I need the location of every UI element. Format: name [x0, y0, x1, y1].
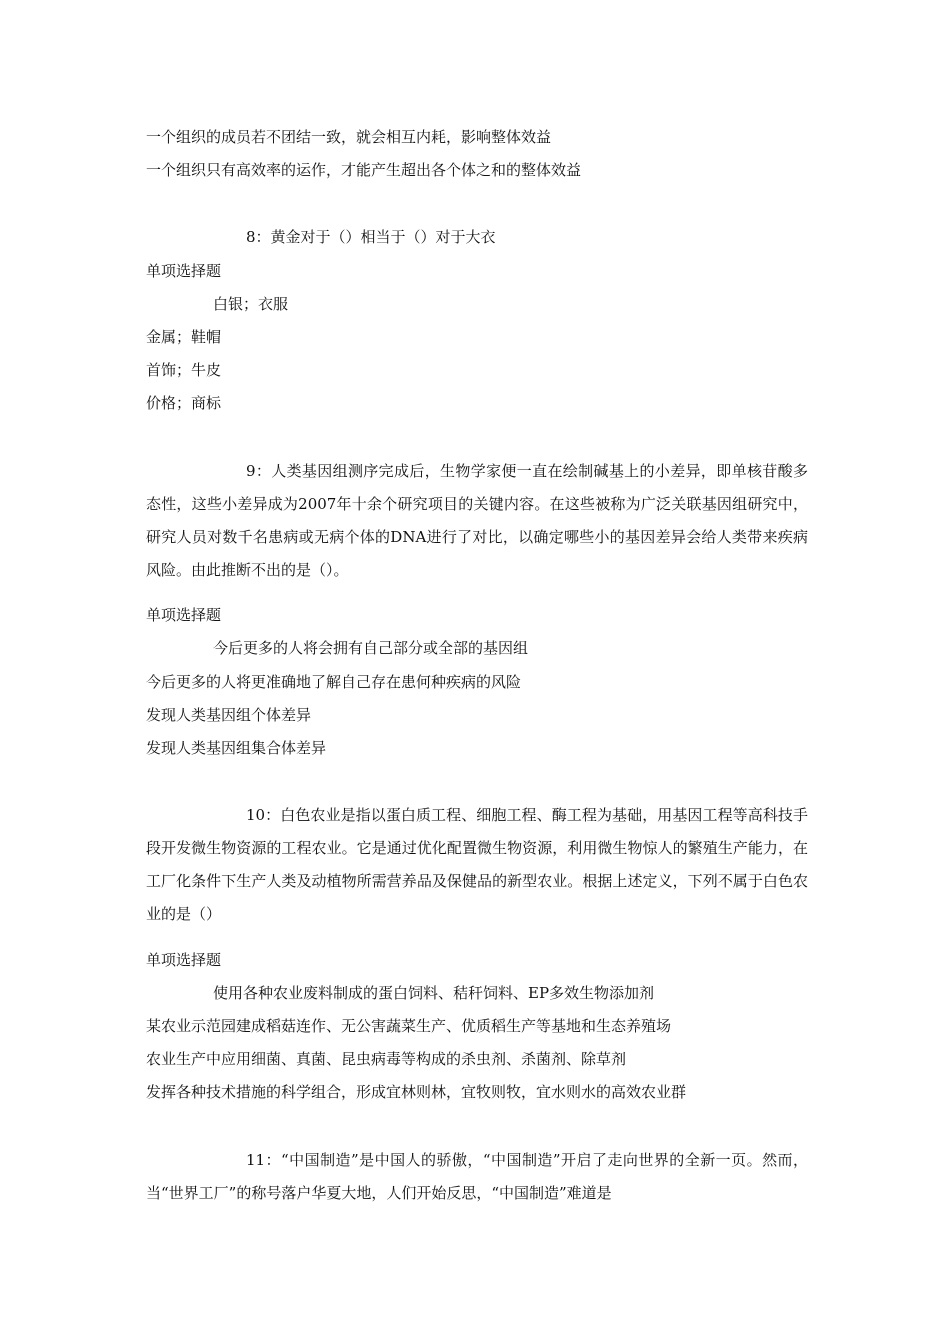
q10-question: 10：白色农业是指以蛋白质工程、细胞工程、酶工程为基础，用基因工程等高科技手段开发微生物资源的工程农业。它是通过优化配置微生物资源，利用微生物惊人的繁殖生产能力，在工厂化条件下生产人类及动植物所需营养品及保健品的新型农业。根据上述定义，下列不属于白色农业的是（） [146, 806, 808, 923]
prev-option-c: 一个组织的成员若不团结一致，就会相互内耗，影响整体效益 [146, 128, 552, 146]
q9-type: 单项选择题 [146, 606, 222, 624]
q8-option-d: 价格；商标 [146, 394, 222, 412]
q8-type: 单项选择题 [146, 262, 222, 280]
q9-option-c: 发现人类基因组个体差异 [146, 706, 312, 724]
q8-question: 8：黄金对于（）相当于（）对于大衣 [246, 228, 496, 246]
q8-option-c: 首饰；牛皮 [146, 361, 222, 379]
q10-option-b: 某农业示范园建成稻菇连作、无公害蔬菜生产、优质稻生产等基地和生态养殖场 [146, 1017, 672, 1035]
q9-question: 9：人类基因组测序完成后，生物学家便一直在绘制碱基上的小差异，即单核苷酸多态性，这些小差异成为2007年十余个研究项目的关键内容。在这些被称为广泛关联基因组研究中，研究人员对数千名患病或无病个体的DNA进行了对比，以确定哪些小的基因差异会给人类带来疾病风险。由此推断不出的是（）。 [146, 462, 808, 579]
q9-option-b: 今后更多的人将更准确地了解自己存在患何种疾病的风险 [146, 673, 522, 691]
q9-option-d: 发现人类基因组集合体差异 [146, 739, 327, 757]
q11-question: 11：“中国制造”是中国人的骄傲，“中国制造”开启了走向世界的全新一页。然而，当“世界工厂”的称号落户华夏大地，人们开始反思，“中国制造”难道是 [146, 1151, 808, 1202]
q9-option-a: 今后更多的人将会拥有自己部分或全部的基因组 [213, 639, 529, 657]
q8-option-b: 金属；鞋帽 [146, 328, 222, 346]
q10-option-c: 农业生产中应用细菌、真菌、昆虫病毒等构成的杀虫剂、杀菌剂、除草剂 [146, 1050, 627, 1068]
q10-option-a: 使用各种农业废料制成的蛋白饲料、秸秆饲料、EP多效生物添加剂 [213, 984, 655, 1002]
q8-option-a: 白银；衣服 [213, 295, 289, 313]
q10-option-d: 发挥各种技术措施的科学组合，形成宜林则林，宜牧则牧，宜水则水的高效农业群 [146, 1083, 687, 1101]
q10-type: 单项选择题 [146, 951, 222, 969]
prev-option-d: 一个组织只有高效率的运作，才能产生超出各个体之和的整体效益 [146, 161, 582, 179]
